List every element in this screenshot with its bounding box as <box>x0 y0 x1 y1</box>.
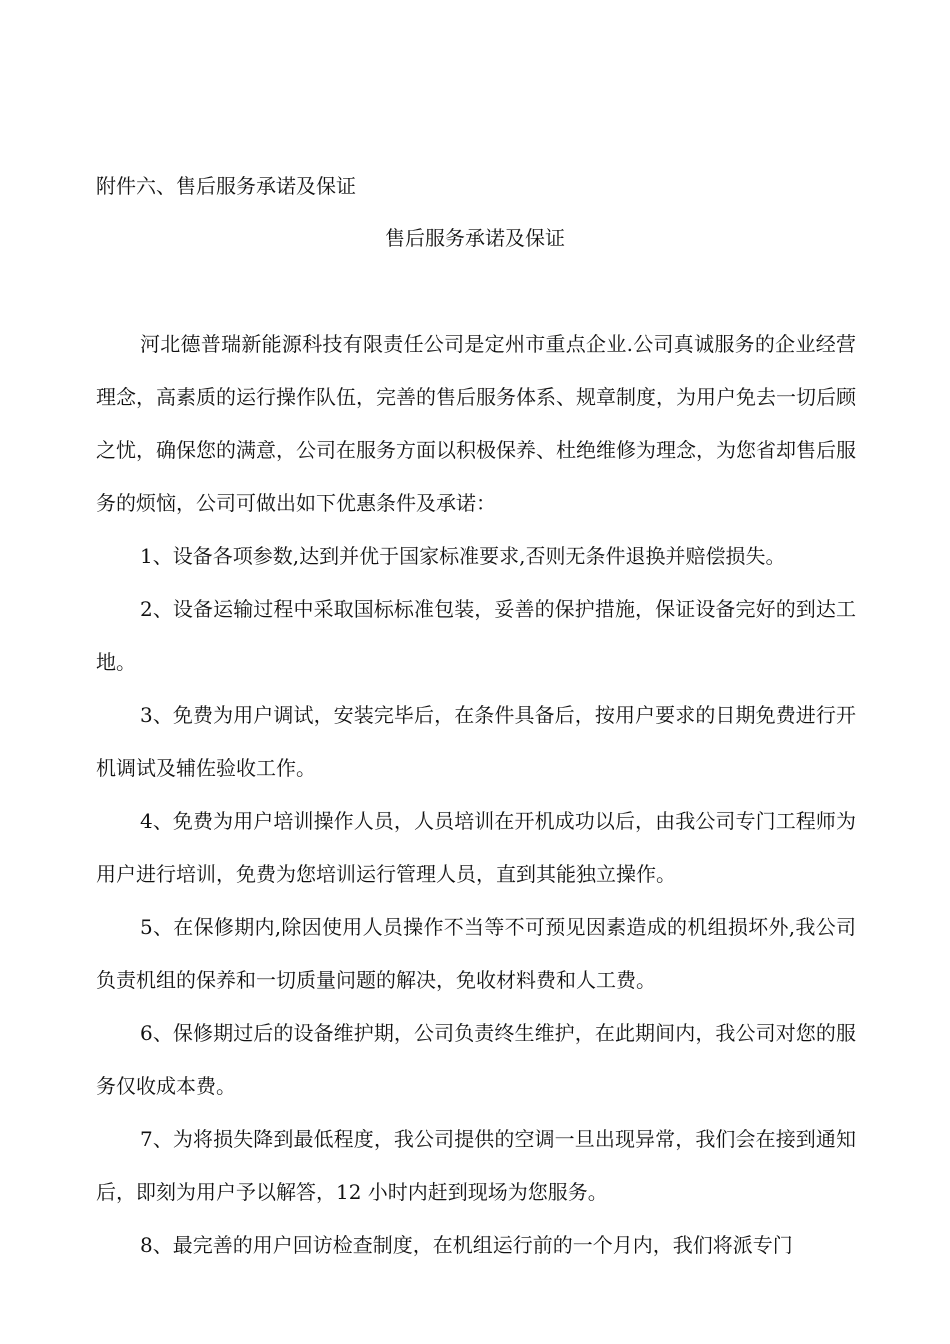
commitment-item-3: 3、免费为用户调试，安装完毕后，在条件具备后，按用户要求的日期免费进行开机调试及辅佐验收工作。 <box>96 703 856 780</box>
commitment-item-1: 1、设备各项参数,达到并优于国家标准要求,否则无条件退换并赔偿损失。 <box>140 544 786 568</box>
document-body <box>96 318 856 1272</box>
commitment-item-4: 4、免费为用户培训操作人员，人员培训在开机成功以后，由我公司专门工程师为用户进行培训，免费为您培训运行管理人员，直到其能独立操作。 <box>96 809 856 886</box>
commitment-item-7: 7、为将损失降到最低程度，我公司提供的空调一旦出现异常，我们会在接到通知后，即刻为用户予以解答，12 小时内赶到现场为您服务。 <box>96 1127 856 1204</box>
commitment-item-6: 6、保修期过后的设备维护期，公司负责终生维护，在此期间内，我公司对您的服务仅收成本费。 <box>96 1021 856 1098</box>
section-label: 附件六、售后服务承诺及保证 <box>96 174 356 198</box>
document-title: 售后服务承诺及保证 <box>385 226 565 250</box>
intro-paragraph: 河北德普瑞新能源科技有限责任公司是定州市重点企业.公司真诚服务的企业经营理念，高素质的运行操作队伍，完善的售后服务体系、规章制度，为用户免去一切后顾之忧，确保您的满意，公司在服务方面以积极保养、杜绝维修为理念，为您省却售后服务的烦恼，公司可做出如下优惠条件及承诺： <box>96 332 856 515</box>
commitment-item-8: 8、最完善的用户回访检查制度，在机组运行前的一个月内，我们将派专门 <box>140 1233 793 1257</box>
commitment-item-2: 2、设备运输过程中采取国标标准包装，妥善的保护措施，保证设备完好的到达工地。 <box>96 597 856 674</box>
commitment-item-5: 5、在保修期内,除因使用人员操作不当等不可预见因素造成的机组损坏外,我公司负责机组的保养和一切质量问题的解决，免收材料费和人工费。 <box>96 915 856 992</box>
